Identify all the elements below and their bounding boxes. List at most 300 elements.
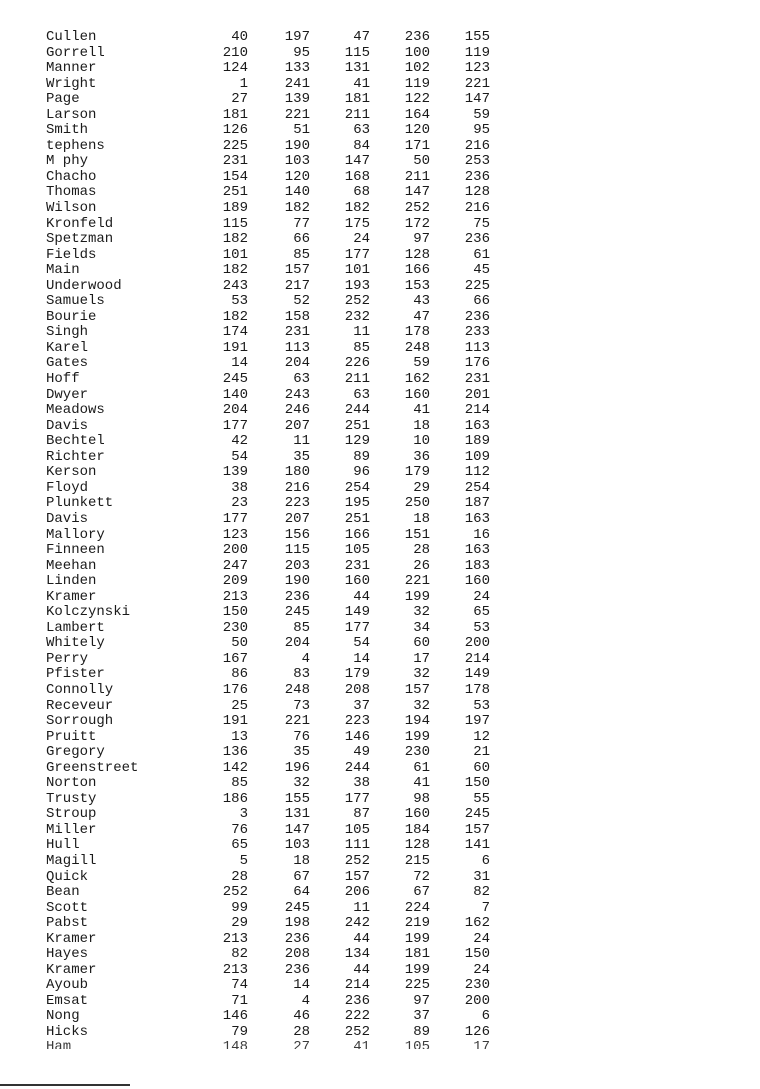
value-cell: 24 — [473, 930, 490, 947]
value-cell: 66 — [293, 231, 310, 248]
name-cell: Smith — [46, 122, 89, 139]
value-cell: 146 — [222, 1008, 248, 1025]
value-cell: 190 — [284, 137, 310, 154]
value-cell: 216 — [464, 137, 490, 154]
value-cell: 190 — [284, 573, 310, 590]
table-row — [40, 356, 500, 372]
value-cell: 12 — [473, 728, 490, 745]
name-cell: Spetzman — [46, 231, 114, 248]
value-cell: 151 — [404, 526, 430, 543]
name-cell: Main — [46, 262, 80, 279]
value-cell: 25 — [231, 697, 248, 714]
value-cell: 47 — [413, 308, 430, 325]
value-cell: 208 — [344, 681, 370, 698]
name-cell: Ham — [46, 1040, 72, 1049]
table-row — [40, 154, 500, 170]
value-cell: 23 — [231, 495, 248, 512]
value-cell: 87 — [353, 806, 370, 823]
name-cell: Pruitt — [46, 728, 97, 745]
value-cell: 51 — [293, 122, 310, 139]
value-cell: 216 — [464, 200, 490, 217]
value-cell: 53 — [473, 619, 490, 636]
table-row — [40, 217, 500, 233]
value-cell: 236 — [464, 231, 490, 248]
name-cell: Wilson — [46, 200, 97, 217]
name-cell: Emsat — [46, 992, 89, 1009]
name-cell: Cullen — [46, 29, 97, 45]
value-cell: 178 — [404, 324, 430, 341]
value-cell: 43 — [413, 293, 430, 310]
value-cell: 4 — [301, 992, 310, 1009]
table-row — [40, 730, 500, 746]
value-cell: 13 — [231, 728, 248, 745]
table-row — [40, 699, 500, 715]
value-cell: 112 — [464, 464, 490, 481]
value-cell: 191 — [222, 339, 248, 356]
value-cell: 67 — [293, 868, 310, 885]
value-cell: 64 — [293, 884, 310, 901]
value-cell: 156 — [284, 526, 310, 543]
value-cell: 29 — [413, 479, 430, 496]
value-cell: 27 — [293, 1040, 310, 1049]
value-cell: 162 — [464, 915, 490, 932]
table-row — [40, 916, 500, 932]
value-cell: 97 — [413, 992, 430, 1009]
table-row — [40, 170, 500, 186]
value-cell: 214 — [464, 650, 490, 667]
name-cell: Scott — [46, 899, 89, 916]
value-cell: 50 — [413, 153, 430, 170]
value-cell: 160 — [404, 806, 430, 823]
table-row — [40, 776, 500, 792]
value-cell: 236 — [404, 29, 430, 45]
table-row — [40, 885, 500, 901]
name-cell: Richter — [46, 448, 105, 465]
value-cell: 178 — [464, 681, 490, 698]
value-cell: 5 — [239, 852, 248, 869]
value-cell: 160 — [404, 386, 430, 403]
value-cell: 252 — [222, 884, 248, 901]
value-cell: 97 — [413, 231, 430, 248]
value-cell: 7 — [481, 899, 490, 916]
value-cell: 24 — [353, 231, 370, 248]
value-cell: 243 — [284, 386, 310, 403]
value-cell: 245 — [464, 806, 490, 823]
value-cell: 99 — [231, 899, 248, 916]
value-cell: 198 — [284, 915, 310, 932]
name-cell: Pfister — [46, 666, 105, 683]
name-cell: Hull — [46, 837, 80, 854]
value-cell: 35 — [293, 744, 310, 761]
value-cell: 207 — [284, 510, 310, 527]
name-cell: Underwood — [46, 277, 122, 294]
value-cell: 49 — [353, 744, 370, 761]
value-cell: 193 — [344, 277, 370, 294]
value-cell: 221 — [404, 573, 430, 590]
value-cell: 128 — [404, 837, 430, 854]
value-cell: 89 — [353, 448, 370, 465]
value-cell: 177 — [344, 790, 370, 807]
value-cell: 100 — [404, 44, 430, 61]
value-cell: 157 — [404, 681, 430, 698]
value-cell: 147 — [344, 153, 370, 170]
name-cell: Bechtel — [46, 433, 105, 450]
value-cell: 139 — [284, 91, 310, 108]
value-cell: 32 — [413, 604, 430, 621]
value-cell: 44 — [353, 961, 370, 978]
value-cell: 17 — [413, 650, 430, 667]
value-cell: 142 — [222, 759, 248, 776]
value-cell: 46 — [293, 1008, 310, 1025]
name-cell: Stroup — [46, 806, 97, 823]
table-row — [40, 232, 500, 248]
value-cell: 113 — [464, 339, 490, 356]
table-row — [40, 263, 500, 279]
value-cell: 177 — [344, 619, 370, 636]
value-cell: 61 — [473, 246, 490, 263]
value-cell: 54 — [231, 448, 248, 465]
table-row — [40, 870, 500, 886]
value-cell: 167 — [222, 650, 248, 667]
value-cell: 68 — [353, 184, 370, 201]
name-cell: Miller — [46, 821, 97, 838]
value-cell: 120 — [404, 122, 430, 139]
value-cell: 113 — [284, 339, 310, 356]
value-cell: 54 — [353, 635, 370, 652]
value-cell: 158 — [284, 308, 310, 325]
table-row — [40, 605, 500, 621]
table-row — [40, 978, 500, 994]
value-cell: 31 — [473, 868, 490, 885]
value-cell: 133 — [284, 60, 310, 77]
name-cell: Linden — [46, 573, 97, 590]
table-row — [40, 1025, 500, 1041]
value-cell: 14 — [353, 650, 370, 667]
name-cell: Norton — [46, 775, 97, 792]
value-cell: 17 — [473, 1040, 490, 1049]
value-cell: 6 — [481, 1008, 490, 1025]
table-row — [40, 108, 500, 124]
value-cell: 166 — [404, 262, 430, 279]
value-cell: 200 — [464, 992, 490, 1009]
name-cell: Meadows — [46, 402, 105, 419]
name-cell: Plunkett — [46, 495, 114, 512]
value-cell: 211 — [344, 106, 370, 123]
value-cell: 231 — [222, 153, 248, 170]
table-row — [40, 496, 500, 512]
table-row — [40, 450, 500, 466]
value-cell: 140 — [222, 386, 248, 403]
value-cell: 176 — [464, 355, 490, 372]
value-cell: 243 — [222, 277, 248, 294]
name-cell: Pabst — [46, 915, 89, 932]
value-cell: 177 — [222, 510, 248, 527]
value-cell: 10 — [413, 433, 430, 450]
value-cell: 72 — [413, 868, 430, 885]
value-cell: 123 — [222, 526, 248, 543]
value-cell: 164 — [404, 106, 430, 123]
value-cell: 115 — [284, 542, 310, 559]
value-cell: 61 — [413, 759, 430, 776]
value-cell: 41 — [353, 75, 370, 92]
table-row — [40, 92, 500, 108]
value-cell: 32 — [413, 697, 430, 714]
value-cell: 222 — [344, 1008, 370, 1025]
value-cell: 213 — [222, 930, 248, 947]
value-cell: 85 — [293, 246, 310, 263]
value-cell: 134 — [344, 946, 370, 963]
name-cell: Dwyer — [46, 386, 89, 403]
name-cell: Chacho — [46, 168, 97, 185]
value-cell: 59 — [473, 106, 490, 123]
value-cell: 115 — [222, 215, 248, 232]
value-cell: 73 — [293, 697, 310, 714]
name-cell: Manner — [46, 60, 97, 77]
value-cell: 154 — [222, 168, 248, 185]
value-cell: 224 — [404, 899, 430, 916]
value-cell: 180 — [284, 464, 310, 481]
value-cell: 79 — [231, 1024, 248, 1040]
value-cell: 136 — [222, 744, 248, 761]
value-cell: 163 — [464, 510, 490, 527]
value-cell: 75 — [473, 215, 490, 232]
value-cell: 28 — [293, 1024, 310, 1040]
name-cell: Wright — [46, 75, 97, 92]
value-cell: 231 — [344, 557, 370, 574]
value-cell: 211 — [404, 168, 430, 185]
value-cell: 140 — [284, 184, 310, 201]
value-cell: 174 — [222, 324, 248, 341]
value-cell: 182 — [222, 262, 248, 279]
value-cell: 60 — [413, 635, 430, 652]
name-cell: tephens — [46, 137, 105, 154]
value-cell: 177 — [344, 246, 370, 263]
value-cell: 204 — [284, 635, 310, 652]
value-cell: 216 — [284, 479, 310, 496]
name-cell: Gorrell — [46, 44, 105, 61]
value-cell: 95 — [473, 122, 490, 139]
value-cell: 41 — [353, 1040, 370, 1049]
value-cell: 18 — [413, 417, 430, 434]
table-row — [40, 341, 500, 357]
value-cell: 153 — [404, 277, 430, 294]
table-row — [40, 139, 500, 155]
value-cell: 215 — [404, 852, 430, 869]
value-cell: 213 — [222, 588, 248, 605]
value-cell: 197 — [284, 29, 310, 45]
value-cell: 29 — [231, 915, 248, 932]
value-cell: 230 — [464, 977, 490, 994]
value-cell: 105 — [344, 542, 370, 559]
value-cell: 139 — [222, 464, 248, 481]
name-cell: Meehan — [46, 557, 97, 574]
name-cell: Hicks — [46, 1024, 89, 1040]
value-cell: 14 — [231, 355, 248, 372]
value-cell: 37 — [413, 1008, 430, 1025]
table-row — [40, 512, 500, 528]
value-cell: 103 — [284, 837, 310, 854]
table-row — [40, 745, 500, 761]
name-cell: Bourie — [46, 308, 97, 325]
table-row — [40, 185, 500, 201]
value-cell: 203 — [284, 557, 310, 574]
table-row — [40, 372, 500, 388]
value-cell: 189 — [464, 433, 490, 450]
name-cell: Samuels — [46, 293, 105, 310]
value-cell: 111 — [344, 837, 370, 854]
value-cell: 3 — [239, 806, 248, 823]
value-cell: 55 — [473, 790, 490, 807]
value-cell: 24 — [473, 961, 490, 978]
value-cell: 191 — [222, 713, 248, 730]
value-cell: 63 — [353, 386, 370, 403]
name-cell: Kramer — [46, 961, 97, 978]
name-cell: Trusty — [46, 790, 97, 807]
value-cell: 195 — [344, 495, 370, 512]
value-cell: 53 — [231, 293, 248, 310]
name-cell: Davis — [46, 510, 89, 527]
value-cell: 245 — [222, 371, 248, 388]
value-cell: 254 — [344, 479, 370, 496]
name-cell: Finneen — [46, 542, 105, 559]
value-cell: 232 — [344, 308, 370, 325]
name-cell: Gregory — [46, 744, 105, 761]
name-cell: Lambert — [46, 619, 105, 636]
value-cell: 182 — [284, 200, 310, 217]
value-cell: 76 — [231, 821, 248, 838]
value-cell: 181 — [344, 91, 370, 108]
value-cell: 26 — [413, 557, 430, 574]
value-cell: 252 — [344, 1024, 370, 1040]
value-cell: 253 — [464, 153, 490, 170]
value-cell: 246 — [284, 402, 310, 419]
value-cell: 210 — [222, 44, 248, 61]
name-cell: M phy — [46, 153, 89, 170]
value-cell: 65 — [473, 604, 490, 621]
name-cell: Larson — [46, 106, 97, 123]
value-cell: 63 — [353, 122, 370, 139]
value-cell: 120 — [284, 168, 310, 185]
name-cell: Hoff — [46, 371, 80, 388]
value-cell: 53 — [473, 697, 490, 714]
value-cell: 213 — [222, 961, 248, 978]
table-row — [40, 994, 500, 1010]
value-cell: 236 — [284, 588, 310, 605]
value-cell: 41 — [413, 402, 430, 419]
value-cell: 38 — [353, 775, 370, 792]
value-cell: 221 — [284, 106, 310, 123]
value-cell: 44 — [353, 930, 370, 947]
value-cell: 86 — [231, 666, 248, 683]
table-row — [40, 248, 500, 264]
value-cell: 236 — [464, 168, 490, 185]
value-cell: 85 — [293, 619, 310, 636]
table-row — [40, 667, 500, 683]
value-cell: 124 — [222, 60, 248, 77]
name-cell: Kolczynski — [46, 604, 131, 621]
value-cell: 45 — [473, 262, 490, 279]
value-cell: 163 — [464, 542, 490, 559]
value-cell: 149 — [464, 666, 490, 683]
value-cell: 76 — [293, 728, 310, 745]
value-cell: 163 — [464, 417, 490, 434]
value-cell: 95 — [293, 44, 310, 61]
value-cell: 102 — [404, 60, 430, 77]
value-cell: 221 — [284, 713, 310, 730]
name-cell: Whitely — [46, 635, 105, 652]
value-cell: 36 — [413, 448, 430, 465]
value-cell: 96 — [353, 464, 370, 481]
value-cell: 131 — [344, 60, 370, 77]
table-row — [40, 714, 500, 730]
table-row — [40, 559, 500, 575]
value-cell: 233 — [464, 324, 490, 341]
value-cell: 236 — [284, 961, 310, 978]
table-row — [40, 823, 500, 839]
value-cell: 189 — [222, 200, 248, 217]
value-cell: 183 — [464, 557, 490, 574]
value-cell: 83 — [293, 666, 310, 683]
name-cell: Hayes — [46, 946, 89, 963]
value-cell: 247 — [222, 557, 248, 574]
value-cell: 141 — [464, 837, 490, 854]
value-cell: 11 — [353, 899, 370, 916]
value-cell: 176 — [222, 681, 248, 698]
value-cell: 219 — [404, 915, 430, 932]
value-cell: 204 — [222, 402, 248, 419]
value-cell: 242 — [344, 915, 370, 932]
value-cell: 85 — [231, 775, 248, 792]
value-cell: 186 — [222, 790, 248, 807]
name-cell: Mallory — [46, 526, 105, 543]
value-cell: 231 — [464, 371, 490, 388]
value-cell: 115 — [344, 44, 370, 61]
table-row — [40, 123, 500, 139]
value-cell: 71 — [231, 992, 248, 1009]
table-row — [40, 77, 500, 93]
value-cell: 160 — [464, 573, 490, 590]
value-cell: 199 — [404, 961, 430, 978]
value-cell: 146 — [344, 728, 370, 745]
value-cell: 65 — [231, 837, 248, 854]
table-row — [40, 1009, 500, 1025]
table-row — [40, 683, 500, 699]
value-cell: 44 — [353, 588, 370, 605]
value-cell: 82 — [473, 884, 490, 901]
value-cell: 214 — [464, 402, 490, 419]
value-cell: 150 — [222, 604, 248, 621]
value-cell: 82 — [231, 946, 248, 963]
name-cell: Perry — [46, 650, 89, 667]
value-cell: 251 — [344, 417, 370, 434]
value-cell: 182 — [344, 200, 370, 217]
value-cell: 101 — [344, 262, 370, 279]
table-row — [40, 636, 500, 652]
table-row — [40, 621, 500, 637]
table-row — [40, 325, 500, 341]
value-cell: 171 — [404, 137, 430, 154]
value-cell: 160 — [344, 573, 370, 590]
value-cell: 252 — [404, 200, 430, 217]
value-cell: 241 — [284, 75, 310, 92]
value-cell: 245 — [284, 604, 310, 621]
value-cell: 123 — [464, 60, 490, 77]
name-cell: Floyd — [46, 479, 89, 496]
table-row — [40, 528, 500, 544]
value-cell: 47 — [353, 29, 370, 45]
name-cell: Sorrough — [46, 713, 114, 730]
value-cell: 101 — [222, 246, 248, 263]
